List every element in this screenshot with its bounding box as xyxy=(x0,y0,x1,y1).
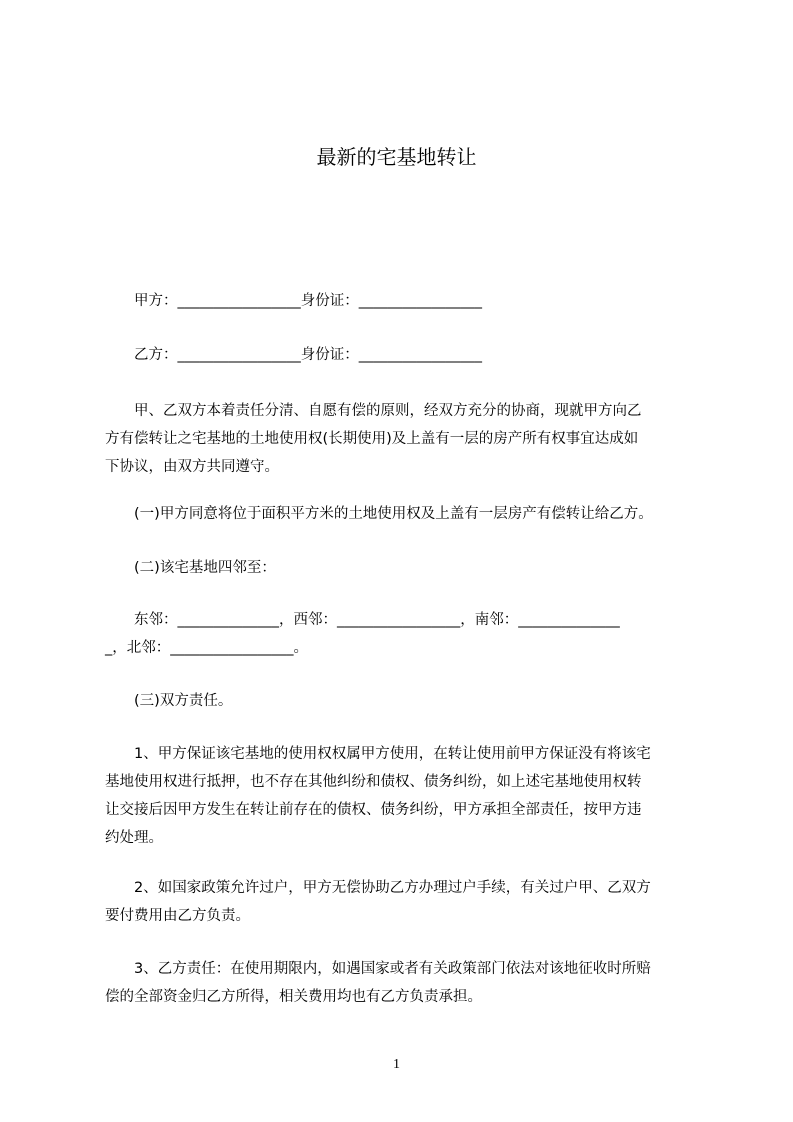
paragraph-line: _，北邻：_________________。 xyxy=(105,640,308,656)
paragraph-line: 3、乙方责任：在使用期限内，如遇国家或者有关政策部门依法对该地征收时所赔 xyxy=(105,961,651,977)
paragraph-line: 2、如国家政策允许过户，甲方无偿协助乙方办理过户手续，有关过户甲、乙双方 xyxy=(105,880,651,896)
party-a-line xyxy=(105,287,710,315)
responsibility-item-1 xyxy=(105,740,710,852)
clause-3-title-text: (三)双方责任。 xyxy=(105,693,233,709)
paragraph-line: 基地使用权进行抵押，也不存在其他纠纷和债权、债务纠纷，如上述宅基地使用权转 xyxy=(105,774,642,790)
party-b-line xyxy=(105,341,710,369)
paragraph-line: 偿的全部资金归乙方所得，相关费用均也有乙方负责承担。 xyxy=(105,989,482,1005)
responsibility-item-2 xyxy=(105,874,710,930)
paragraph-line: 约处理。 xyxy=(105,830,163,846)
responsibility-item-3 xyxy=(105,955,710,1011)
paragraph-line: 让交接后因甲方发生在转让前存在的债权、债务纠纷，甲方承担全部责任，按甲方违 xyxy=(105,802,642,818)
page-title: 最新的宅基地转让 xyxy=(316,145,477,169)
paragraph-line: 东邻：______________，西邻：_________________，南邻：______________ xyxy=(105,612,620,628)
paragraph-line: 1、甲方保证该宅基地的使用权权属甲方使用，在转让使用前甲方保证没有将该宅 xyxy=(105,746,651,762)
clause-2-title-text: (二)该宅基地四邻至： xyxy=(105,560,276,576)
clause-3-title xyxy=(105,687,710,715)
paragraph-line: 下协议，由双方共同遵守。 xyxy=(105,459,279,475)
clause-1 xyxy=(105,500,710,528)
intro-paragraph xyxy=(105,397,710,481)
page-number: 1 xyxy=(393,1057,400,1072)
clause-2-title xyxy=(105,554,710,582)
paragraph-line: 甲、乙双方本着责任分清、自愿有偿的原则，经双方充分的协商，现就甲方向乙 xyxy=(105,403,642,419)
paragraph-line: 要付费用由乙方负责。 xyxy=(105,908,250,924)
boundaries-paragraph xyxy=(105,606,710,662)
paragraph-line: 方有偿转让之宅基地的土地使用权(长期使用)及上盖有一层的房产所有权事宜达成如 xyxy=(105,431,639,447)
party-b-text: 乙方：_________________身份证：_________________ xyxy=(105,347,482,363)
party-a-text: 甲方：_________________身份证：_________________ xyxy=(105,293,482,309)
clause-1-text: (一)甲方同意将位于面积平方米的土地使用权及上盖有一层房产有偿转让给乙方。 xyxy=(105,506,653,522)
